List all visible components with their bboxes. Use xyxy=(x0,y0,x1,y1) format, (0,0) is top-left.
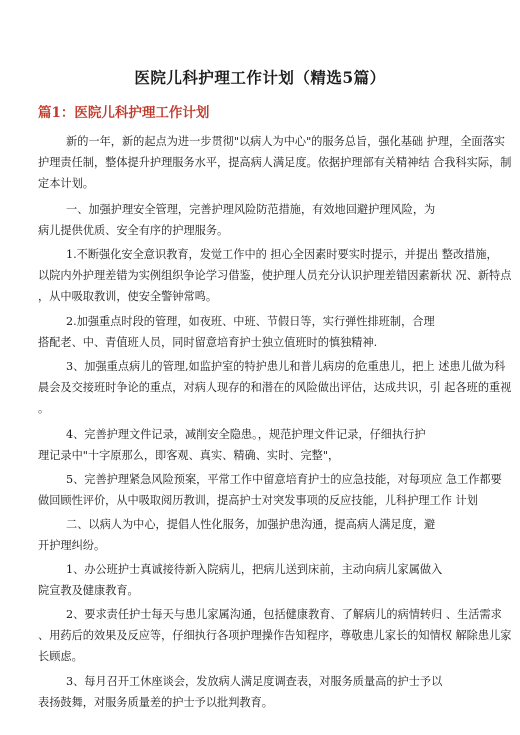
document-title: 医院儿科护理工作计划（精选5篇） xyxy=(134,68,386,87)
paragraph-line: 新的一年，新的起点为进一步贯彻"以病人为中心"的服务总旨，强化基础 护理，全面落实 xyxy=(66,135,505,148)
paragraph-line: 二、以病人为中心，提倡人性化服务，加强护患沟通，提高病人满足度，避 xyxy=(66,518,436,531)
paragraph-item-1 xyxy=(38,244,512,307)
paragraph-item-s2-1 xyxy=(38,559,486,601)
paragraph-item-4 xyxy=(38,424,486,466)
paragraph-line: 、用药后的效果及反应等，仔细执行各项护理操作告知程序，尊敬患儿家长的知情权 解除患儿家 xyxy=(38,629,512,642)
paragraph-line: 长顾虑。 xyxy=(38,650,83,663)
paragraph-line: 病儿提供优质、安全有序的护理服务。 xyxy=(38,224,229,237)
paragraph-line: 1.不断强化安全意识教育，发觉工作中的 担心全因素时要实时提示，并提出 整改措施， xyxy=(66,248,498,261)
paragraph-line: 3、加强重点病儿的管理,如监护室的特护患儿和普儿病房的危重患儿，把上 述患儿做为科 xyxy=(66,360,506,373)
paragraph-line: ，从中吸取教训，使安全警钟常鸣。 xyxy=(38,290,218,303)
paragraph-line: 院宣教及健康教育。 xyxy=(38,584,139,597)
paragraph-line: 5、完善护理紧急风险预案，平常工作中留意培育护士的应急技能，对每项应 急工作都要 xyxy=(66,473,502,486)
paragraph-line: 3、每月召开工休座谈会，发放病人满足度调查表，对服务质量高的护士予以 xyxy=(66,675,443,688)
paragraph-line: 搭配老、中、青值班人员，同时留意培育护士独立值班时的慎独精神. xyxy=(38,336,378,349)
paragraph-section-one xyxy=(38,199,486,241)
paragraph-line: 以院内外护理差错为实例组织争论学习借鉴，使护理人员充分认识护理差错因素新状 况、新特点 xyxy=(38,269,512,282)
paragraph-item-2 xyxy=(38,311,486,353)
paragraph-line: 一、加强护理安全管理，完善护理风险防范措施，有效地回避护理风险，为 xyxy=(66,203,436,216)
paragraph-line: 开护理纠纷。 xyxy=(38,539,106,552)
paragraph-line: 做回顾性评价，从中吸取阅历教训，提高护士对突发事项的反应技能，儿科护理工作 计划 xyxy=(38,494,478,507)
paragraph-line: 定本计划。 xyxy=(38,177,94,190)
paragraph-line: 晨会及交接班时争论的重点，对病人现存的和潜在的风险做出评估，达成共识，引 起各班的重视 xyxy=(38,381,512,394)
paragraph-line: 表扬鼓舞，对服务质量差的护士予以批判教育。 xyxy=(38,696,273,709)
paragraph-line: 2.加强重点时段的管理，如夜班、中班、节假日等，实行弹性排班制，合理 xyxy=(66,315,435,328)
paragraph-item-s2-2 xyxy=(38,604,512,667)
section-heading: 篇1：医院儿科护理工作计划 xyxy=(38,105,210,121)
paragraph-line: 4、完善护理文件记录，减削安全隐患。，规范护理文件记录，仔细执行护 xyxy=(66,428,426,441)
paragraph-item-s2-3 xyxy=(38,671,486,713)
paragraph-line: 。 xyxy=(38,402,50,415)
paragraph-item-5 xyxy=(38,469,502,511)
paragraph-line: 2、要求责任护士每天与患儿家属沟通，包括健康教育、了解病儿的病情转归 、生活需求 xyxy=(66,608,502,621)
paragraph-line: 1、办公班护士真诚接待新入院病儿，把病儿送到床前，主动向病儿家属做入 xyxy=(66,563,443,576)
paragraph-section-two xyxy=(38,514,486,556)
paragraph-line: 护理责任制，整体提升护理服务水平，提高病人满足度。依据护理部有关精神结 合我科实际，制 xyxy=(38,156,512,169)
paragraph-line: 理记录中"十字原那么，即客观、真实、精确、实时、完整"， xyxy=(38,449,340,462)
paragraph-item-3 xyxy=(38,356,512,419)
paragraph-intro xyxy=(38,131,512,194)
